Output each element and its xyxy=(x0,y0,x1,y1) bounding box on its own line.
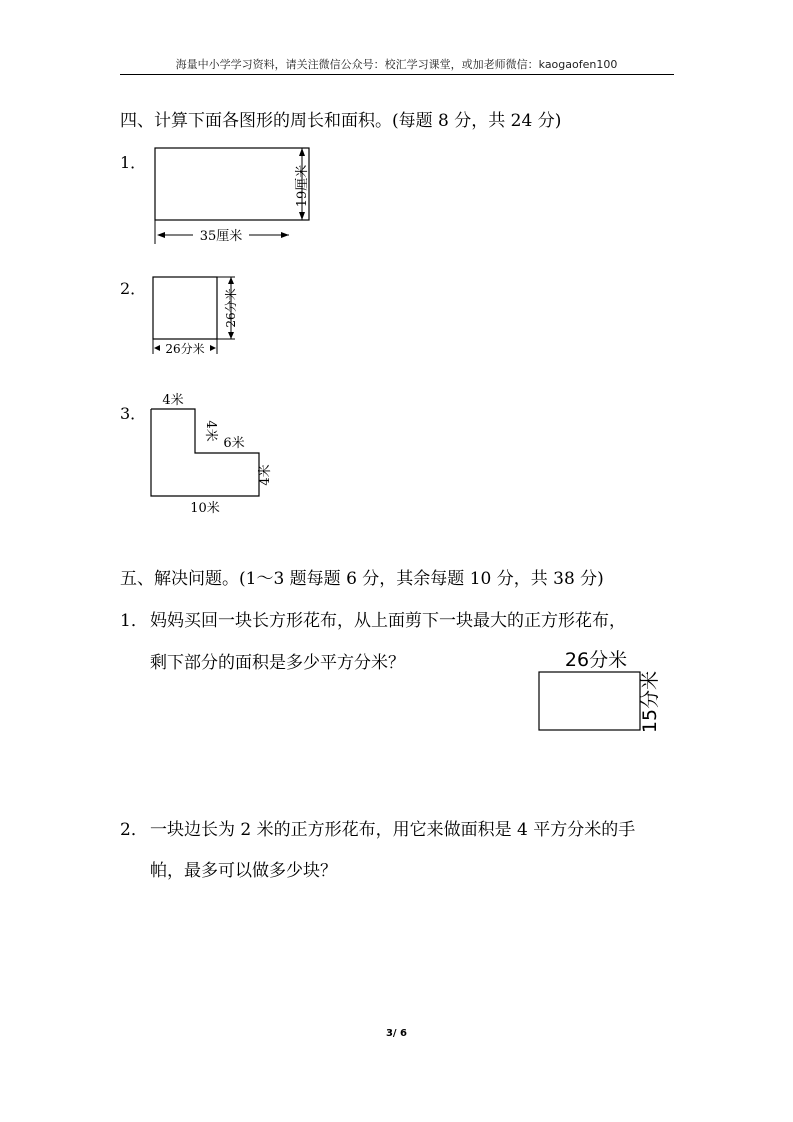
s4-q2-height-label: 26分米 xyxy=(224,288,238,328)
s4-q2-square-figure xyxy=(145,270,255,365)
s5-q1-number: 1． xyxy=(120,611,148,631)
s4-q3-top-label: 4米 xyxy=(162,393,184,408)
s5-q1-width-label: 26分米 xyxy=(564,649,628,671)
s5-q1-line2: 剩下部分的面积是多少平方分米？ xyxy=(150,653,405,673)
section-5-title: 五、解决问题。(1～3 题每题 6 分，其余每题 10 分，共 38 分) xyxy=(120,569,604,589)
s4-q1-width-label: 35厘米 xyxy=(199,229,243,244)
s4-q1-height-label: 19厘米 xyxy=(295,164,310,208)
section-4-title: 四、计算下面各图形的周长和面积。(每题 8 分，共 24 分) xyxy=(120,111,562,131)
s4-q2-width-label: 26分米 xyxy=(165,342,205,356)
s4-q3-inner-horizontal-label: 6米 xyxy=(223,436,245,451)
s4-q3-l-shape-figure xyxy=(140,385,300,520)
s4-q3-number: 3． xyxy=(120,404,147,423)
s5-q2-line1: 一块边长为 2 米的正方形花布，用它来做面积是 4 平方分米的手 xyxy=(150,820,636,840)
s5-q1-height-label: 15分米 xyxy=(639,670,661,734)
s4-q3-right-label: 4米 xyxy=(258,464,273,486)
page-number: 3/ 6 xyxy=(385,1028,408,1039)
page-header: 海量中小学学习资料，请关注微信公众号：校汇学习课堂，或加老师微信：kaogaofen100 xyxy=(175,58,618,71)
s4-q1-number: 1． xyxy=(120,153,147,172)
s5-q1-line1: 妈妈买回一块长方形花布，从上面剪下一块最大的正方形花布， xyxy=(150,611,626,631)
s5-q1-rectangle-figure xyxy=(530,642,680,742)
header-divider xyxy=(120,74,674,75)
s4-q2-number: 2． xyxy=(120,279,147,298)
s4-q3-inner-vertical-label: 4米 xyxy=(203,420,218,442)
s4-q3-bottom-label: 10米 xyxy=(190,501,220,516)
s4-q1-rectangle-figure xyxy=(145,140,325,250)
s5-q2-number: 2． xyxy=(120,820,148,840)
s5-q2-line2: 帕，最多可以做多少块？ xyxy=(150,861,337,881)
